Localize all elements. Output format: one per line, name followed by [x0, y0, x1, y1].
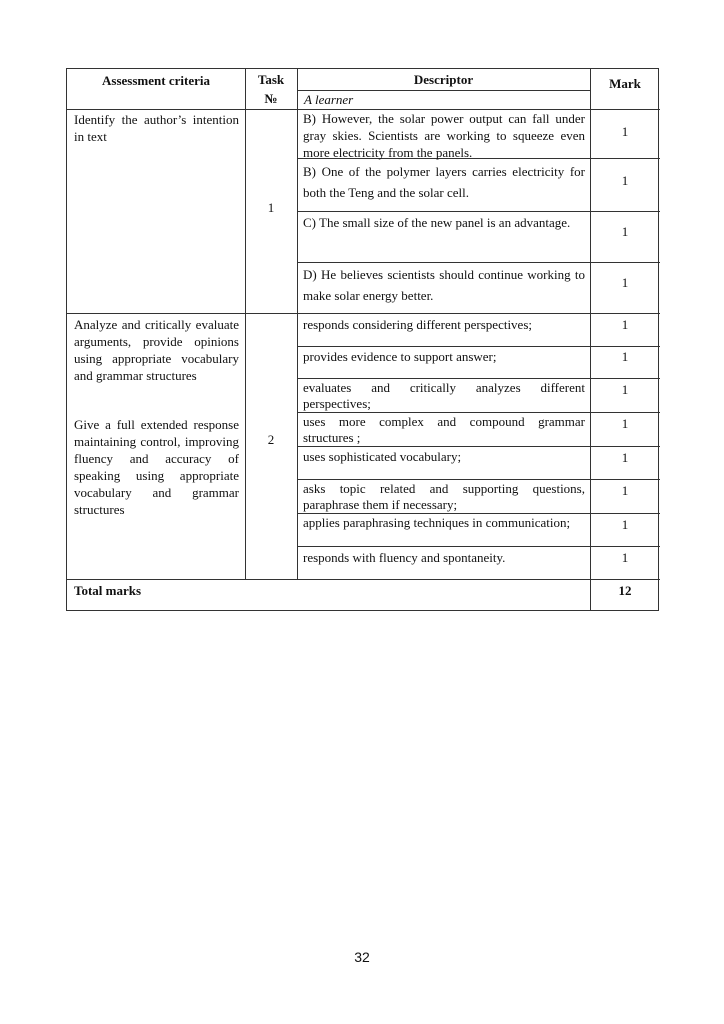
mark-value: 1 [621, 483, 629, 498]
row-line [297, 378, 660, 379]
row-line [297, 446, 660, 447]
mark-value: 1 [621, 275, 629, 290]
descriptor-text: uses sophisticated vocabulary; [303, 449, 462, 464]
col-divider-task [297, 69, 298, 580]
mark-value: 1 [621, 124, 629, 139]
header-task-number: № [264, 91, 278, 106]
descriptor-text: D) He believes scientists should continue working to make solar energy better. [303, 267, 585, 303]
header-mark: Mark [609, 76, 641, 91]
mark-value: 1 [621, 224, 629, 239]
descriptor-text: uses more complex and compound grammar structures ; [303, 414, 585, 445]
row-line [297, 479, 660, 480]
row-line [297, 546, 660, 547]
descriptor-text: evaluates and critically analyzes different perspectives; [303, 380, 585, 411]
mark-value: 1 [621, 317, 629, 332]
row-line [297, 412, 660, 413]
descriptor-text: responds with fluency and spontaneity. [303, 550, 506, 565]
descriptor-text: C) The small size of the new panel is an advantage. [303, 215, 571, 230]
row-line [297, 513, 660, 514]
descriptor-text: B) One of the polymer layers carries electricity for both the Teng and the solar cell. [303, 164, 585, 200]
header-descriptor: Descriptor [413, 72, 474, 87]
mark-value: 1 [621, 349, 629, 364]
mark-value: 1 [621, 173, 629, 188]
assessment-table [66, 68, 659, 611]
mark-value: 1 [621, 450, 629, 465]
descriptor-text: asks topic related and supporting questions, paraphrase them if necessary; [303, 481, 585, 512]
descriptor-text: applies paraphrasing techniques in communication; [303, 515, 571, 530]
row-line [297, 262, 660, 263]
mark-value: 1 [621, 416, 629, 431]
header-criteria: Assessment criteria [102, 73, 210, 88]
descriptor-text: responds considering different perspectives; [303, 317, 532, 332]
section-line [67, 313, 660, 314]
total-value: 12 [618, 583, 632, 598]
section2-task-number: 2 [267, 432, 275, 447]
header-learner: A learner [304, 92, 354, 107]
header-task: Task [257, 72, 285, 87]
row-line [297, 346, 660, 347]
section1-task-number: 1 [267, 200, 275, 215]
mark-value: 1 [621, 382, 629, 397]
section2-criteria-analyze: Analyze and critically evaluate arguments, provide opinions using appropriate vocabulary and grammar structures [74, 317, 239, 383]
section2-criteria-extended: Give a full extended response maintaining control, improving fluency and accuracy of speaking using appropriate vocabulary and grammar structures [74, 417, 239, 517]
descriptor-text: provides evidence to support answer; [303, 349, 497, 364]
col-divider-criteria [245, 69, 246, 580]
mark-value: 1 [621, 550, 629, 565]
mark-value: 1 [621, 517, 629, 532]
page-number: 32 [354, 949, 370, 965]
total-label: Total marks [74, 583, 142, 598]
total-row-line [67, 579, 660, 580]
section1-criteria: Identify the author’s intention in text [74, 112, 239, 144]
descriptor-text: B) However, the solar power output can fall under gray skies. Scientists are working to squeeze even more electricity from the panels. [303, 111, 585, 160]
